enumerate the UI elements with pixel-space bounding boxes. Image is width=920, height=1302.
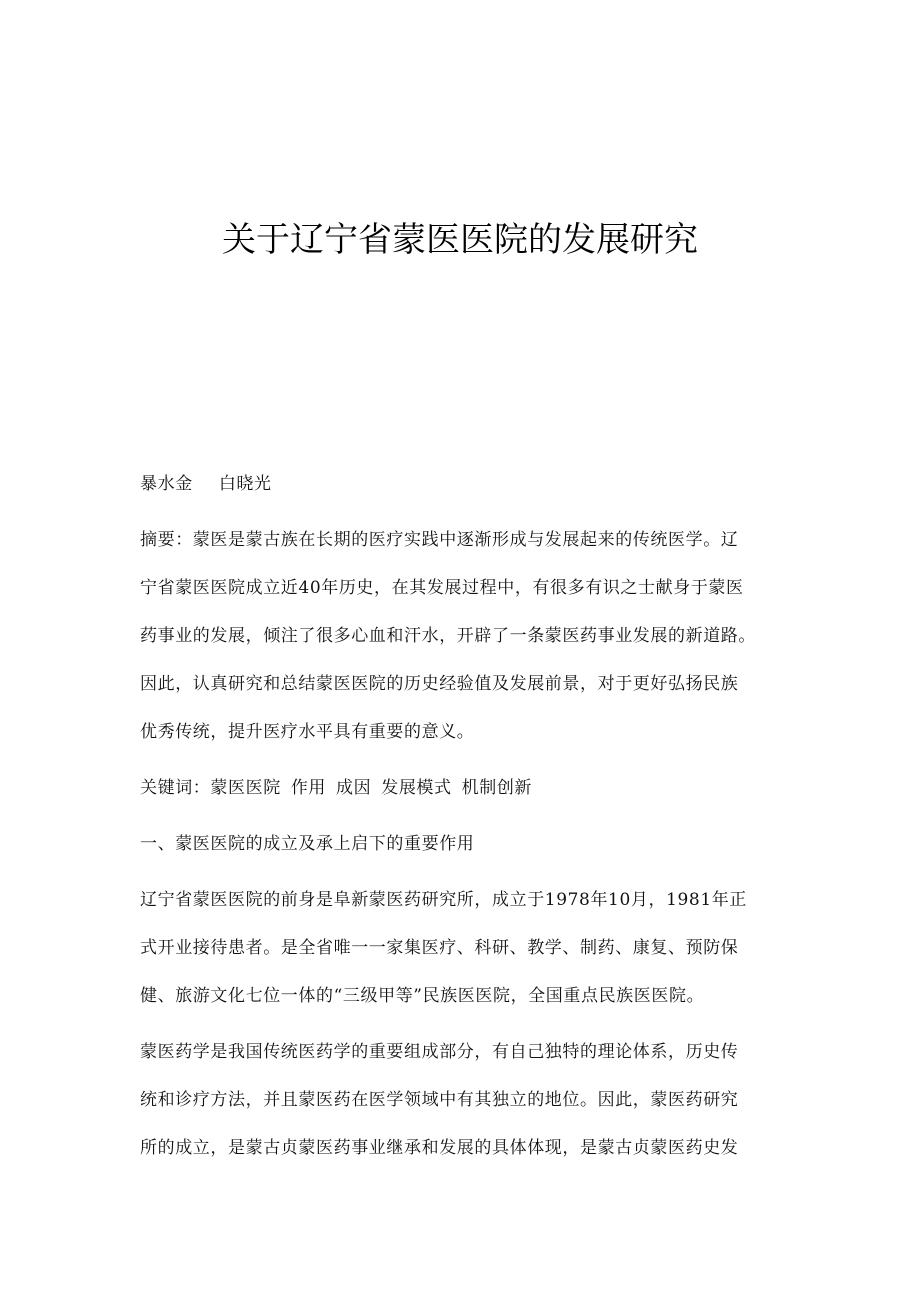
- paragraph-line: 式开业接待患者。是全省唯一一家集医疗、科研、教学、制药、康复、预防保: [140, 938, 739, 958]
- keywords-line: [140, 776, 800, 800]
- keyword: 作用: [290, 778, 327, 798]
- author-name: 暴水金: [140, 474, 193, 494]
- document-title: 关于辽宁省蒙医医院的发展研究: [222, 220, 698, 260]
- abstract-line: 药事业的发展，倾注了很多心血和汗水，开辟了一条蒙医药事业发展的新道路。: [140, 626, 756, 646]
- abstract-line: 优秀传统，提升医疗水平具有重要的意义。: [140, 722, 475, 742]
- paragraph-line: 健、旅游文化七位一体的“三级甲等”民族医医院，全国重点民族医医院。: [140, 986, 705, 1006]
- abstract-line: 摘要：蒙医是蒙古族在长期的医疗实践中逐渐形成与发展起来的传统医学。辽: [140, 530, 739, 550]
- abstract-line: 宁省蒙医医院成立近40年历史，在其发展过程中，有很多有识之士献身于蒙医: [140, 578, 744, 598]
- abstract-line: 因此，认真研究和总结蒙医医院的历史经验值及发展前景，对于更好弘扬民族: [140, 674, 739, 694]
- keyword: 蒙医医院: [210, 778, 281, 798]
- keyword: 机制创新: [461, 778, 533, 798]
- keyword: 发展模式: [381, 778, 452, 798]
- paragraph-line: 蒙医药学是我国传统医药学的重要组成部分，有自己独特的理论体系，历史传: [140, 1042, 739, 1062]
- keyword: 成因: [336, 778, 372, 798]
- paragraph-line: 辽宁省蒙医医院的前身是阜新蒙医药研究所，成立于1978年10月，1981年正: [140, 890, 747, 910]
- section-heading: 一、蒙医医院的成立及承上启下的重要作用: [140, 834, 475, 854]
- author-line: [140, 472, 800, 496]
- paragraph-line: 所的成立，是蒙古贞蒙医药事业继承和发展的具体体现，是蒙古贞蒙医药史发: [140, 1138, 739, 1158]
- keywords-label: 关键词：: [140, 778, 211, 798]
- author-name: 白晓光: [218, 474, 272, 494]
- paragraph-line: 统和诊疗方法，并且蒙医药在医学领域中有其独立的地位。因此，蒙医药研究: [140, 1090, 739, 1110]
